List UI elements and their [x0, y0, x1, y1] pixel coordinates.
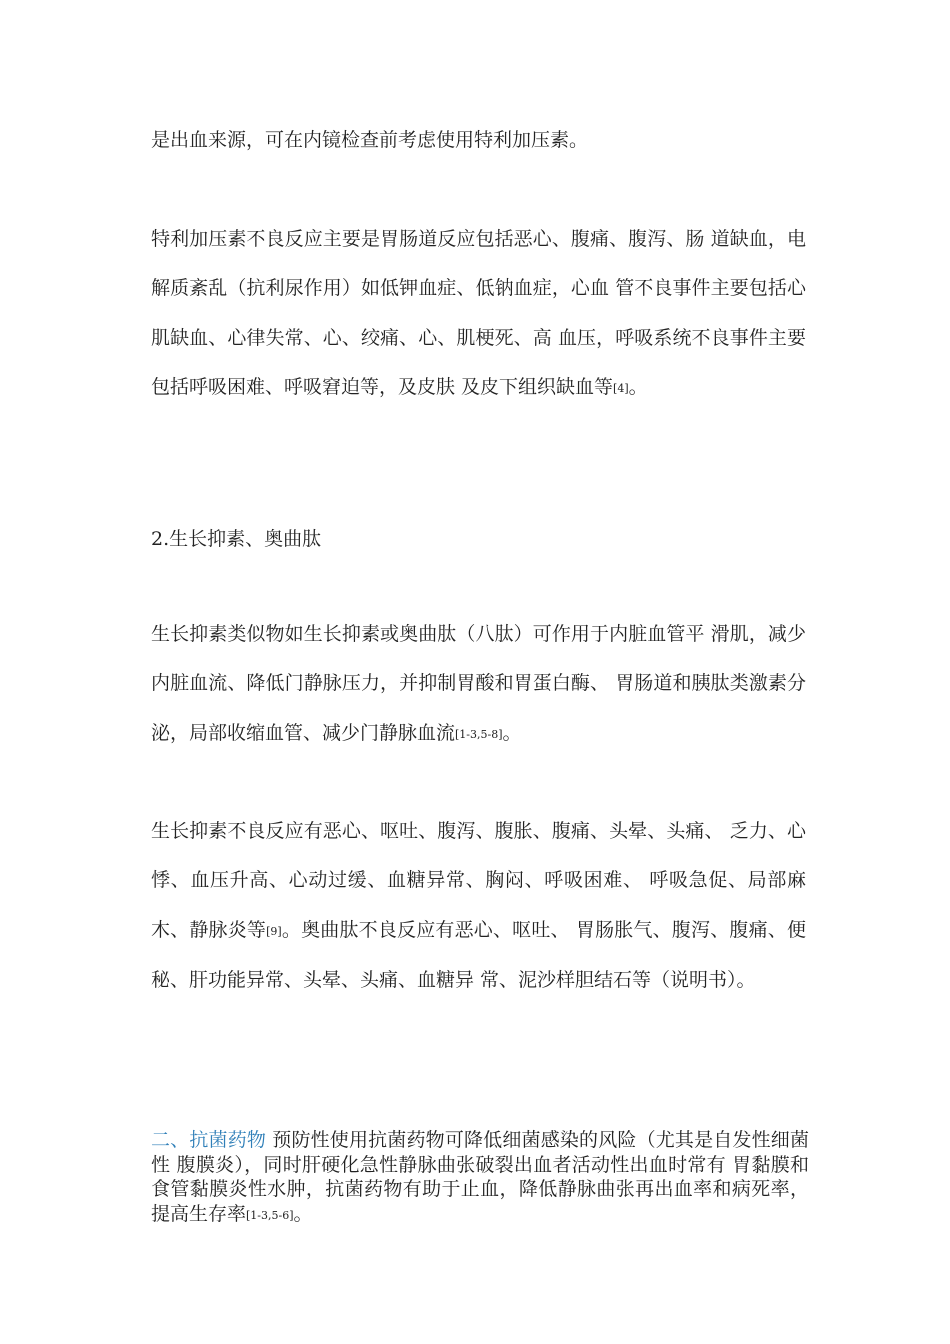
paragraph-text: 特利加压素不良反应主要是胃肠道反应包括恶心、腹痛、腹泻、肠 道缺血，电解质紊乱（抗利尿作用）如低钾血症、低钠血症，心血 管不良事件主要包括心肌缺血、心律失常、心、绞痛、心、肌梗死、高 血压，呼吸系统不良事件主要包括呼吸困难、呼吸窘迫等，及皮肤 及皮下组织缺血等 — [151, 228, 806, 398]
citation-ref: [9] — [266, 924, 282, 938]
paragraph-text: 生长抑素不良反应有恶心、呕吐、腹泻、腹胀、腹痛、头晕、头痛、 乏力、心悸、血压升高、心动过缓、血糖异常、胸闷、呼吸困难、 呼吸急促、局部麻木、静脉炎等 — [151, 820, 806, 941]
section-antibiotics — [151, 1128, 809, 1228]
paragraph-text: 。奥曲肽不良反应有恶心、呕吐、 胃肠胀气、腹泻、腹痛、便秘、肝功能异常、头晕、头痛、血糖异 常、泥沙样胆结石等（说明书）。 — [151, 918, 806, 991]
subheading-somatostatin: 2.生长抑素、奥曲肽 — [151, 528, 322, 550]
paragraph-text: 生长抑素类似物如生长抑素或奥曲肽（八肽）可作用于内脏血管平 滑肌，减少内脏血流、降低门静脉压力，并抑制胃酸和胃蛋白酶、 胃肠道和胰肽类激素分泌，局部收缩血管、减少门静脉血流 — [151, 623, 806, 744]
paragraph-tail: 。 — [502, 721, 522, 744]
citation-ref: [4] — [613, 381, 629, 395]
paragraph-somatostatin-adverse — [151, 807, 806, 1005]
section-tail: 。 — [293, 1202, 313, 1225]
citation-ref: [1-3,5-6] — [246, 1208, 294, 1222]
citation-ref: [1-3,5-8] — [455, 727, 503, 741]
paragraph-tail: 。 — [628, 375, 648, 398]
paragraph-text: 是出血来源，可在内镜检查前考虑使用特利加压素。 — [151, 129, 589, 151]
paragraph-terlipressin-adverse — [151, 215, 806, 413]
paragraph-somatostatin-mechanism — [151, 610, 806, 759]
section-heading: 二、抗菌药物 — [151, 1129, 267, 1151]
paragraph-intro — [151, 116, 806, 165]
section-text: 预防性使用抗菌药物可降低细菌感染的风险（尤其是自发性细菌性 腹膜炎），同时肝硬化急性静脉曲张破裂出血者活动性出血时常有 胃黏膜和食管黏膜炎性水肿，抗菌药物有助于止血，降低静脉曲张再出血率和病死率，提高生存率 — [151, 1129, 809, 1225]
